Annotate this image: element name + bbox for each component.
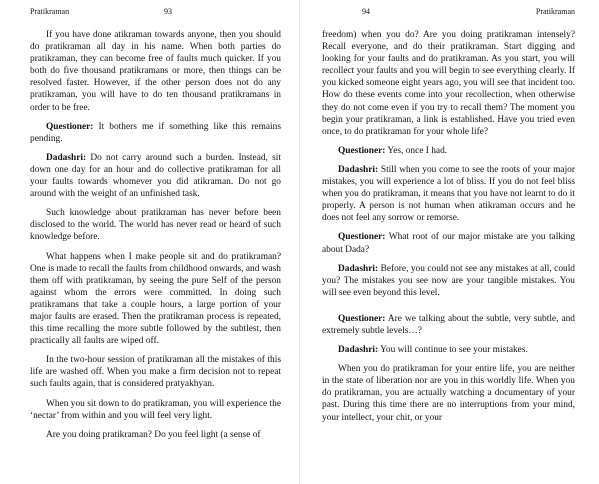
paragraph: [322, 313, 575, 337]
paragraph: [322, 263, 575, 299]
paragraph: [30, 152, 281, 200]
left-page-body: [30, 29, 281, 441]
paragraph: [30, 251, 281, 348]
right-page: [300, 0, 599, 484]
speaker-label: Dadashri:: [338, 345, 379, 356]
paragraph-text: You will continue to see your mistakes.: [378, 345, 528, 356]
paragraph-text: It bothers me if something like this remains pending.: [30, 121, 281, 144]
paragraph-text: Such knowledge about pratikraman has never before been disclosed to the world. The world has never read or heard of such knowledge before.: [30, 208, 281, 243]
paragraph-text: What happens when I make people sit and do pratikraman? One is made to recall the faults from childhood onwards, and wash them off with pratikraman, by seeing the pure Self of the person against whom the errors were committed. In doing such pratikramans that take a couple hours, a large portion of your major faults are erased. Then the pratikraman process is repeated, this time recalling the more subtle followed by the subtlest, then practically all faults are wiped off.: [30, 251, 281, 347]
paragraph-text: When you do pratikraman for your entire life, you are neither in the state of liberation nor are you in this worldly life. When you do pratikraman, you are actually watching a documentary of your past. During this time there are no interruptions from your mind, your intellect, your chit, or your: [322, 364, 575, 423]
paragraph: [322, 363, 575, 423]
paragraph-text: Do not carry around such a burden. Instead, sit down one day for an hour and do collective pratikraman for all your faults towards whomever you did atikraman. Do not go around with the weight of an unfinished task.: [30, 152, 281, 200]
right-page-header: [322, 7, 575, 21]
paragraph: [30, 354, 281, 390]
paragraph-text: Before, you could not see any mistakes at all, could you? The mistakes you see now are your tangible mistakes. You will see even beyond this level.: [322, 263, 575, 298]
paragraph-text: freedom) when you do? Are you doing pratikraman intensely? Recall everyone, and do their pratikraman. Start digging and looking for your faults and do pratikraman. As you start, you will recollect your faults and you will begin to see everything clearly. If you kicked someone eight years ago, you will see that incident too. How do these events come into your recollection, when otherwise they do not come even if you try to recall them? The moment you begin your pratikraman, a link is established. Have you tried even once, to do pratikraman for your whole life?: [322, 30, 575, 137]
paragraph-text: Yes, once I had.: [385, 145, 448, 156]
paragraph: [30, 207, 281, 243]
paragraph: [30, 29, 281, 114]
paragraph: [322, 145, 575, 157]
paragraph: [30, 121, 281, 145]
speaker-label: Dadashri:: [338, 263, 379, 274]
paragraph: [30, 429, 281, 441]
speaker-label: Questioner:: [338, 313, 386, 324]
running-head: Pratikraman: [30, 7, 70, 16]
paragraph: [322, 29, 575, 138]
page-number: 94: [362, 7, 370, 16]
paragraph-text: Are you doing pratikraman? Do you feel light (a sense of: [46, 429, 261, 440]
paragraph: [322, 231, 575, 255]
paragraph: [322, 344, 575, 356]
speaker-label: Dadashri:: [46, 152, 87, 163]
paragraph-text: In the two-hour session of pratikraman all the mistakes of this life are washed off. When you make a firm decision not to repeat such faults again, that is considered pratyakhyan.: [30, 355, 281, 390]
speaker-label: Questioner:: [46, 121, 94, 132]
speaker-label: Dadashri:: [338, 164, 379, 175]
paragraph-text: When you sit down to do pratikraman, you will experience the ‘nectar’ from within and you will feel very light.: [30, 398, 281, 421]
running-head: Pratikraman: [535, 7, 575, 16]
paragraph-text: Still when you come to see the roots of your major mistakes, you will experience a lot of bliss. If you do not feel bliss when you do pratikraman, it means that you have not learnt to do it properly. A person is not human when atikraman occurs and he does not feel any sorrow or remorse.: [322, 164, 575, 224]
page-number: 93: [164, 7, 172, 16]
right-page-body: [322, 29, 575, 424]
paragraph-text: Are we talking about the subtle, very subtle, and extremely subtle levels…?: [322, 313, 575, 336]
speaker-label: Questioner:: [338, 232, 386, 243]
paragraph: [30, 398, 281, 422]
left-page-header: [30, 7, 281, 21]
paragraph-text: What root of our major mistake are you talking about Dada?: [322, 232, 575, 255]
speaker-label: Questioner:: [338, 145, 386, 156]
left-page: [0, 0, 299, 484]
paragraph-text: If you have done atikraman towards anyone, then you should do pratikraman all day in his name. When both parties do pratikraman, they can become free of faults much quicker. If you both do five thousand pratikramans or more, then things can be resolved faster. However, if the other person does not do any pratikraman, you will have to do ten thousand pratikramans in order to be free.: [30, 30, 281, 113]
paragraph: [322, 164, 575, 224]
